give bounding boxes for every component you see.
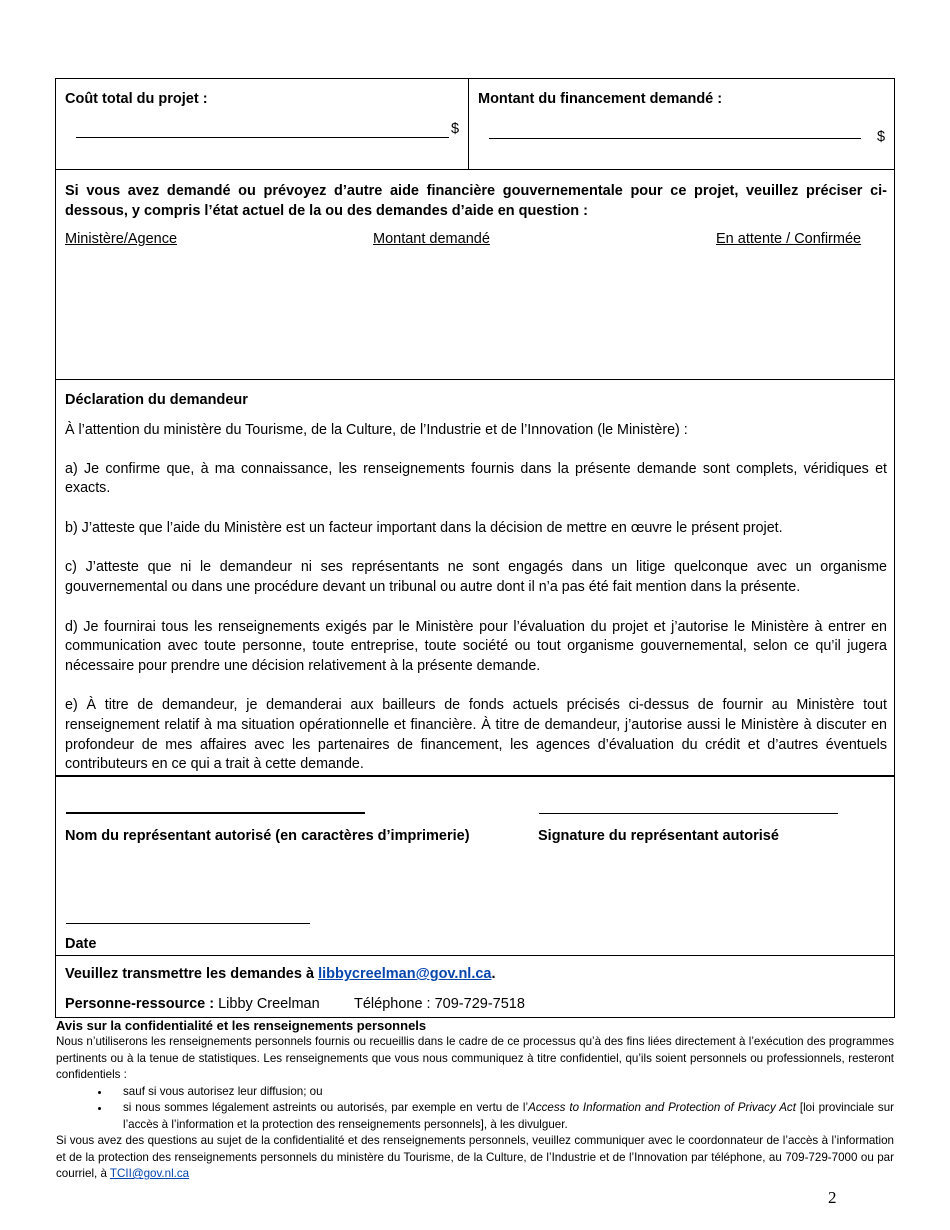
privacy-act-name: Access to Information and Protection of Privacy Act bbox=[528, 1101, 796, 1114]
submission-prefix: Veuillez transmettre les demandes à bbox=[65, 966, 319, 982]
privacy-title: Avis sur la confidentialité et les renseignements personnels bbox=[56, 1018, 427, 1033]
funding-requested-currency: $ bbox=[877, 129, 886, 145]
column-ministry: Ministère/Agence bbox=[65, 231, 178, 247]
privacy-bullet-2-post: [loi provinciale sur l’accès à l’information et la protection des renseignements personnels], à les divulguer. bbox=[123, 1101, 895, 1131]
signature-input-line[interactable] bbox=[539, 813, 838, 814]
privacy-body: Nous n’utiliserons les renseignements personnels fournis ou recueillis dans le cadre de ce processus qu’à des fins liées directement à l’exécution des programmes pertinents ou à la tenue de statistiques. Les renseignements que vous nous communiquez à titre confidentiel, qu’ils soient personnels ou professionnels, resteront confidentiels : bbox=[56, 1035, 894, 1081]
name-input-line[interactable] bbox=[66, 812, 365, 814]
total-cost-label: Coût total du projet : bbox=[65, 91, 208, 107]
cost-section bbox=[56, 79, 894, 170]
declaration-title: Déclaration du demandeur bbox=[65, 392, 248, 408]
total-cost-currency: $ bbox=[451, 121, 460, 137]
privacy-bullet-2 bbox=[111, 1100, 894, 1133]
name-label: Nom du représentant autorisé (en caractères d’imprimerie) bbox=[65, 828, 470, 844]
contact-line bbox=[65, 996, 320, 1012]
declaration-item-b: b) J’atteste que l’aide du Ministère est un facteur important dans la décision de mettre en œuvre le présent projet. bbox=[65, 519, 783, 536]
date-label: Date bbox=[65, 936, 97, 952]
contact-name: Libby Creelman bbox=[214, 996, 320, 1012]
column-status: En attente / Confirmée bbox=[716, 231, 862, 247]
privacy-closing bbox=[56, 1133, 894, 1183]
date-input-line[interactable] bbox=[66, 923, 310, 924]
declaration-item-a: a) Je confirme que, à ma connaissance, les renseignements fournis dans la présente demande sont complets, véridiques et exacts. bbox=[65, 460, 887, 497]
declaration-intro: À l’attention du ministère du Tourisme, de la Culture, de l’Industrie et de l’Innovation (le Ministère) : bbox=[65, 422, 688, 438]
declaration-item-d: d) Je fournirai tous les renseignements exigés par le Ministère pour l’évaluation du projet et j’autorise le Ministère à entrer en communication avec toute personne, toute entreprise, toute société ou tout organisme gouvernemental, selon ce qu’il jugera nécessaire pour prendre une décision relativement à la présente demande. bbox=[65, 618, 887, 674]
declaration-item-e: e) À titre de demandeur, je demanderai aux bailleurs de fonds actuels précisés ci-dessus de fournir au Ministère tout renseignement relatif à ma situation opérationnelle et financière. À titre de demandeur, j’autorise aussi le Ministère à discuter en profondeur de mes affaires avec les partenaires de financement, les agences d’évaluation du crédit et d’autres éventuels contributeurs en ce qui a trait à cette demande. bbox=[65, 697, 887, 773]
privacy-bullet-1-text: sauf si vous autorisez leur diffusion; ou bbox=[123, 1084, 323, 1098]
total-cost-input-line[interactable] bbox=[76, 137, 449, 138]
signature-section bbox=[56, 777, 894, 956]
application-form bbox=[55, 78, 895, 1018]
total-cost-cell bbox=[56, 79, 469, 169]
submission-suffix: . bbox=[491, 966, 496, 982]
funding-requested-cell bbox=[469, 79, 894, 169]
privacy-bullets bbox=[56, 1084, 894, 1134]
signature-label: Signature du représentant autorisé bbox=[538, 828, 779, 844]
column-amount: Montant demandé bbox=[373, 231, 490, 247]
funding-requested-label: Montant du financement demandé : bbox=[478, 91, 723, 107]
privacy-bullet-1 bbox=[111, 1084, 894, 1101]
submission-instruction bbox=[65, 966, 496, 982]
other-aid-question: Si vous avez demandé ou prévoyez d’autre aide financière gouvernementale pour ce projet, veuillez préciser ci-dessous, y compris l’état actuel de la ou des demandes d’aide en question : bbox=[65, 183, 887, 219]
funding-requested-input-line[interactable] bbox=[489, 138, 861, 139]
other-aid-section bbox=[56, 170, 894, 380]
contact-label: Personne-ressource : bbox=[65, 996, 215, 1012]
submission-email-link[interactable]: libbycreelman@gov.nl.ca bbox=[318, 966, 492, 982]
submission-section bbox=[56, 956, 894, 1017]
privacy-email-link[interactable]: TCII@gov.nl.ca bbox=[109, 1167, 190, 1180]
privacy-notice bbox=[56, 1017, 894, 1183]
page-number: 2 bbox=[828, 1188, 837, 1207]
privacy-closing-text: Si vous avez des questions au sujet de la confidentialité et des renseignements personnels, veuillez communiquer avec le coordonnateur de l’accès à l’information et de la protection des renseignements personnels du ministère du Tourisme, de la Culture, de l’Industrie et de l’Innovation par téléphone, au 709-729-7000 ou par courriel, à bbox=[56, 1134, 894, 1180]
contact-phone: Téléphone : 709-729-7518 bbox=[354, 996, 525, 1012]
declaration-item-c: c) J’atteste que ni le demandeur ni ses représentants ne sont engagés dans un litige quelconque avec un organisme gouvernemental ou dans une procédure devant un tribunal ou autre dont il n’a pas été fait mention dans la présente. bbox=[65, 559, 887, 595]
privacy-bullet-2-pre: si nous sommes légalement astreints ou autorisés, par exemple en vertu de l’ bbox=[123, 1101, 529, 1114]
declaration-section bbox=[56, 380, 894, 777]
